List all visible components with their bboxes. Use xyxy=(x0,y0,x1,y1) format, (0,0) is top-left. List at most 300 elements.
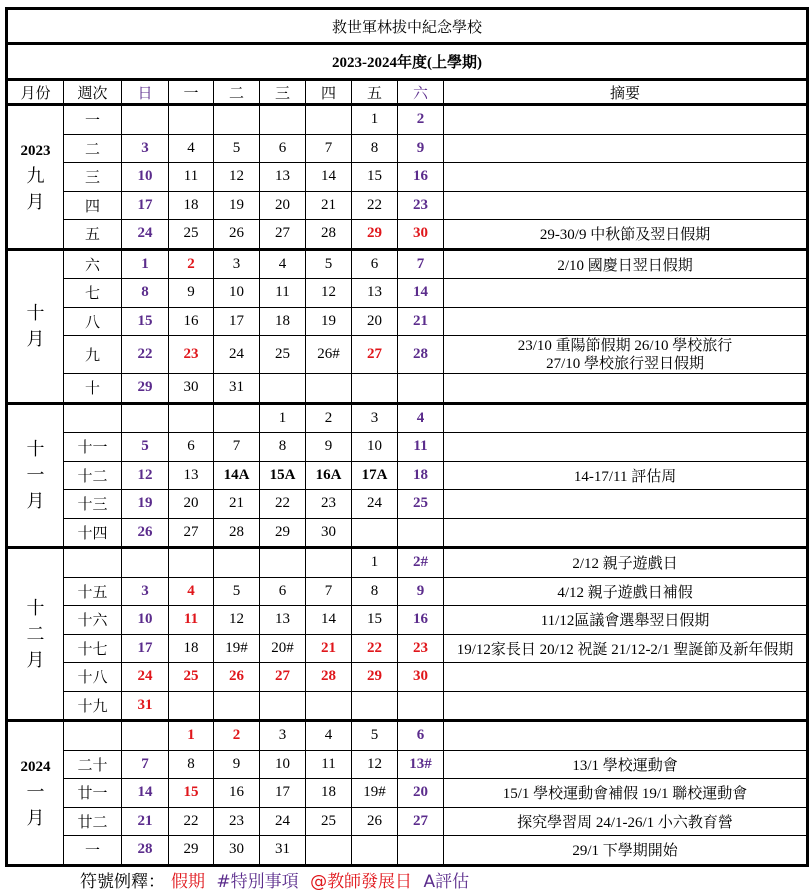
day-cell: 21 xyxy=(306,191,352,220)
day-cell: 27 xyxy=(169,518,214,548)
month-name: 十 xyxy=(26,439,45,460)
day-cell: 6 xyxy=(398,721,444,751)
day-cell: 12 xyxy=(352,750,398,779)
day-cell: 1 xyxy=(352,548,398,578)
header-fri: 五 xyxy=(352,80,398,105)
day-cell: 30 xyxy=(169,374,214,404)
day-cell: 22 xyxy=(352,191,398,220)
day-cell: 27 xyxy=(260,663,306,692)
day-cell xyxy=(352,691,398,721)
day-cell: 3 xyxy=(122,134,169,163)
note-cell: 29-30/9 中秋節及翌日假期 xyxy=(444,220,808,250)
day-cell: 15A xyxy=(260,461,306,490)
day-cell xyxy=(169,105,214,135)
day-cell: 17 xyxy=(260,779,306,808)
day-cell: 25 xyxy=(306,807,352,836)
month-name: 月 xyxy=(26,650,45,670)
day-cell xyxy=(352,836,398,866)
week-number: 五 xyxy=(64,220,122,250)
week-row xyxy=(7,433,808,462)
week-row xyxy=(7,403,808,433)
header-sun: 日 xyxy=(122,80,169,105)
day-cell: 23 xyxy=(169,336,214,374)
header-wed: 三 xyxy=(260,80,306,105)
day-cell: 29 xyxy=(260,518,306,548)
day-cell: 24 xyxy=(122,220,169,250)
day-cell: 11 xyxy=(169,163,214,192)
day-cell: 9 xyxy=(306,433,352,462)
month-year: 2023 xyxy=(20,142,51,159)
note-cell: 29/1 下學期開始 xyxy=(444,836,808,866)
day-cell: 12 xyxy=(214,606,260,635)
day-cell: 8 xyxy=(352,577,398,606)
day-cell: 30 xyxy=(398,663,444,692)
month-cell xyxy=(7,548,64,721)
day-cell xyxy=(398,836,444,866)
school-title: 救世軍林拔中紀念學校 xyxy=(7,9,808,44)
header-mon: 一 xyxy=(169,80,214,105)
day-cell: 29 xyxy=(352,220,398,250)
day-cell: 30 xyxy=(398,220,444,250)
day-cell: 30 xyxy=(214,836,260,866)
header-week: 週次 xyxy=(64,80,122,105)
legend-holiday: 假期 xyxy=(171,872,205,892)
day-cell: 2 xyxy=(398,105,444,135)
week-number: 一 xyxy=(64,836,122,866)
note-cell: 15/1 學校運動會補假 19/1 聯校運動會 xyxy=(444,779,808,808)
week-number: 十六 xyxy=(64,606,122,635)
day-cell xyxy=(169,691,214,721)
note-cell xyxy=(444,490,808,519)
note-line: 23/10 重陽節假期 26/10 學校旅行 xyxy=(517,337,733,354)
week-number: 十二 xyxy=(64,461,122,490)
day-cell: 26# xyxy=(306,336,352,374)
day-cell: 31 xyxy=(214,374,260,404)
month-name: 月 xyxy=(26,329,45,349)
day-cell: 5 xyxy=(352,721,398,751)
note-cell xyxy=(444,336,808,374)
week-row xyxy=(7,279,808,308)
day-cell: 18 xyxy=(169,634,214,663)
day-cell: 17 xyxy=(214,307,260,336)
day-cell xyxy=(122,403,169,433)
note-cell xyxy=(444,307,808,336)
day-cell: 7 xyxy=(122,750,169,779)
day-cell: 11 xyxy=(398,433,444,462)
day-cell: 13 xyxy=(260,163,306,192)
note-cell xyxy=(444,105,808,135)
note-cell: 11/12區議會選舉翌日假期 xyxy=(444,606,808,635)
week-number: 廿一 xyxy=(64,779,122,808)
day-cell: 13 xyxy=(260,606,306,635)
day-cell: 13# xyxy=(398,750,444,779)
day-cell: 14 xyxy=(398,279,444,308)
day-cell xyxy=(169,403,214,433)
day-cell: 10 xyxy=(214,279,260,308)
week-number: 二 xyxy=(64,134,122,163)
note-cell: 探究學習周 24/1-26/1 小六教育營 xyxy=(444,807,808,836)
week-row xyxy=(7,691,808,721)
day-cell: 18 xyxy=(169,191,214,220)
term-title: 2023-2024年度(上學期) xyxy=(7,44,808,80)
day-cell xyxy=(122,548,169,578)
day-cell: 22 xyxy=(260,490,306,519)
day-cell: 5 xyxy=(306,249,352,279)
week-number: 六 xyxy=(64,249,122,279)
day-cell: 4 xyxy=(260,249,306,279)
day-cell xyxy=(352,374,398,404)
header-row xyxy=(7,80,808,105)
week-row xyxy=(7,163,808,192)
week-row xyxy=(7,577,808,606)
month-name: 一 xyxy=(26,465,45,486)
day-cell: 27 xyxy=(398,807,444,836)
day-cell: 11 xyxy=(306,750,352,779)
day-cell: 21 xyxy=(214,490,260,519)
day-cell: 12 xyxy=(122,461,169,490)
day-cell: 21 xyxy=(122,807,169,836)
month-cell xyxy=(7,403,64,548)
week-number: 十四 xyxy=(64,518,122,548)
day-cell xyxy=(352,518,398,548)
day-cell xyxy=(398,374,444,404)
day-cell: 10 xyxy=(122,163,169,192)
day-cell: 8 xyxy=(260,433,306,462)
day-cell: 24 xyxy=(260,807,306,836)
day-cell: 25 xyxy=(260,336,306,374)
day-cell: 22 xyxy=(352,634,398,663)
note-line: 27/10 學校旅行翌日假期 xyxy=(546,355,704,372)
day-cell: 19 xyxy=(214,191,260,220)
week-row xyxy=(7,518,808,548)
week-row xyxy=(7,307,808,336)
day-cell: 7 xyxy=(306,577,352,606)
day-cell: 30 xyxy=(306,518,352,548)
header-sat: 六 xyxy=(398,80,444,105)
week-row xyxy=(7,807,808,836)
month-name: 十 xyxy=(26,303,45,323)
day-cell xyxy=(214,403,260,433)
day-cell: 19# xyxy=(214,634,260,663)
week-row xyxy=(7,336,808,374)
day-cell: 18 xyxy=(398,461,444,490)
day-cell xyxy=(214,105,260,135)
day-cell: 9 xyxy=(398,577,444,606)
day-cell: 20 xyxy=(352,307,398,336)
week-row xyxy=(7,105,808,135)
header-notes: 摘要 xyxy=(444,80,808,105)
day-cell: 24 xyxy=(122,663,169,692)
week-row xyxy=(7,779,808,808)
day-cell xyxy=(260,691,306,721)
day-cell: 10 xyxy=(260,750,306,779)
day-cell: 28 xyxy=(306,663,352,692)
note-cell xyxy=(444,721,808,751)
day-cell: 17 xyxy=(122,191,169,220)
day-cell: 16 xyxy=(398,163,444,192)
day-cell: 22 xyxy=(122,336,169,374)
day-cell: 14 xyxy=(122,779,169,808)
day-cell: 8 xyxy=(122,279,169,308)
week-number: 十三 xyxy=(64,490,122,519)
legend-teacher-day: @教師發展日 xyxy=(310,872,413,892)
day-cell: 17A xyxy=(352,461,398,490)
day-cell: 5 xyxy=(214,577,260,606)
note-cell: 19/12家長日 20/12 祝誕 21/12-2/1 聖誕節及新年假期 xyxy=(444,634,808,663)
week-row xyxy=(7,750,808,779)
note-cell xyxy=(444,374,808,404)
day-cell: 2 xyxy=(169,249,214,279)
day-cell xyxy=(214,548,260,578)
day-cell: 9 xyxy=(169,279,214,308)
day-cell: 16 xyxy=(169,307,214,336)
legend-special: #特別事項 xyxy=(216,872,299,892)
day-cell: 23 xyxy=(398,191,444,220)
week-row xyxy=(7,663,808,692)
day-cell: 26 xyxy=(214,220,260,250)
month-name: 十 xyxy=(26,598,45,618)
day-cell: 8 xyxy=(169,750,214,779)
week-number: 一 xyxy=(64,105,122,135)
week-number: 十九 xyxy=(64,691,122,721)
day-cell: 24 xyxy=(214,336,260,374)
note-cell xyxy=(444,518,808,548)
week-number: 二十 xyxy=(64,750,122,779)
day-cell: 10 xyxy=(352,433,398,462)
note-cell: 2/12 親子遊戲日 xyxy=(444,548,808,578)
day-cell: 23 xyxy=(214,807,260,836)
day-cell xyxy=(306,836,352,866)
day-cell: 4 xyxy=(306,721,352,751)
day-cell: 16 xyxy=(214,779,260,808)
month-name: 九 xyxy=(26,165,45,186)
day-cell: 1 xyxy=(122,249,169,279)
day-cell: 24 xyxy=(352,490,398,519)
day-cell: 2 xyxy=(306,403,352,433)
day-cell: 31 xyxy=(122,691,169,721)
day-cell: 20 xyxy=(398,779,444,808)
month-name: 月 xyxy=(26,191,45,212)
note-cell: 14-17/11 評估周 xyxy=(444,461,808,490)
day-cell: 17 xyxy=(122,634,169,663)
day-cell: 20# xyxy=(260,634,306,663)
note-cell xyxy=(444,134,808,163)
week-number: 十五 xyxy=(64,577,122,606)
day-cell: 29 xyxy=(169,836,214,866)
week-row xyxy=(7,721,808,751)
day-cell: 3 xyxy=(260,721,306,751)
day-cell: 14A xyxy=(214,461,260,490)
day-cell: 21 xyxy=(306,634,352,663)
day-cell: 23 xyxy=(306,490,352,519)
week-number: 三 xyxy=(64,163,122,192)
day-cell xyxy=(122,105,169,135)
day-cell: 4 xyxy=(169,577,214,606)
day-cell: 1 xyxy=(260,403,306,433)
day-cell: 26 xyxy=(214,663,260,692)
day-cell: 27 xyxy=(260,220,306,250)
day-cell: 13 xyxy=(352,279,398,308)
day-cell xyxy=(260,548,306,578)
day-cell: 7 xyxy=(214,433,260,462)
day-cell: 1 xyxy=(169,721,214,751)
day-cell: 23 xyxy=(398,634,444,663)
week-number xyxy=(64,548,122,578)
month-name: 一 xyxy=(26,781,45,802)
day-cell: 8 xyxy=(352,134,398,163)
note-cell xyxy=(444,279,808,308)
day-cell: 9 xyxy=(214,750,260,779)
day-cell: 28 xyxy=(306,220,352,250)
day-cell xyxy=(306,691,352,721)
week-row xyxy=(7,461,808,490)
day-cell: 25 xyxy=(169,663,214,692)
day-cell: 15 xyxy=(352,163,398,192)
week-row xyxy=(7,191,808,220)
day-cell: 26 xyxy=(122,518,169,548)
day-cell: 26 xyxy=(352,807,398,836)
day-cell xyxy=(306,105,352,135)
day-cell: 22 xyxy=(169,807,214,836)
day-cell: 25 xyxy=(398,490,444,519)
day-cell: 11 xyxy=(169,606,214,635)
week-row xyxy=(7,374,808,404)
day-cell: 12 xyxy=(214,163,260,192)
day-cell: 5 xyxy=(214,134,260,163)
day-cell xyxy=(169,548,214,578)
note-cell xyxy=(444,163,808,192)
day-cell: 20 xyxy=(260,191,306,220)
day-cell: 6 xyxy=(352,249,398,279)
week-row xyxy=(7,249,808,279)
day-cell: 16A xyxy=(306,461,352,490)
legend-assessment: A評估 xyxy=(423,872,470,892)
legend xyxy=(80,867,475,892)
day-cell: 3 xyxy=(122,577,169,606)
day-cell: 3 xyxy=(352,403,398,433)
note-cell: 4/12 親子遊戲日補假 xyxy=(444,577,808,606)
header-month: 月份 xyxy=(7,80,64,105)
day-cell: 28 xyxy=(214,518,260,548)
day-cell: 18 xyxy=(260,307,306,336)
day-cell: 29 xyxy=(352,663,398,692)
note-cell xyxy=(444,691,808,721)
day-cell: 7 xyxy=(398,249,444,279)
week-number: 廿二 xyxy=(64,807,122,836)
day-cell: 27 xyxy=(352,336,398,374)
day-cell: 14 xyxy=(306,606,352,635)
day-cell: 28 xyxy=(398,336,444,374)
header-thu: 四 xyxy=(306,80,352,105)
month-cell xyxy=(7,249,64,403)
day-cell: 19 xyxy=(122,490,169,519)
day-cell: 13 xyxy=(169,461,214,490)
day-cell: 28 xyxy=(122,836,169,866)
week-number: 八 xyxy=(64,307,122,336)
day-cell: 15 xyxy=(122,307,169,336)
day-cell xyxy=(306,548,352,578)
day-cell: 4 xyxy=(398,403,444,433)
day-cell: 15 xyxy=(169,779,214,808)
day-cell: 6 xyxy=(169,433,214,462)
day-cell: 20 xyxy=(169,490,214,519)
week-row xyxy=(7,606,808,635)
day-cell xyxy=(260,374,306,404)
day-cell: 10 xyxy=(122,606,169,635)
day-cell: 14 xyxy=(306,163,352,192)
note-cell xyxy=(444,403,808,433)
week-number: 七 xyxy=(64,279,122,308)
day-cell: 6 xyxy=(260,134,306,163)
week-number: 十八 xyxy=(64,663,122,692)
day-cell: 7 xyxy=(306,134,352,163)
day-cell: 11 xyxy=(260,279,306,308)
day-cell: 19 xyxy=(306,307,352,336)
day-cell: 15 xyxy=(352,606,398,635)
day-cell: 1 xyxy=(352,105,398,135)
month-year: 2024 xyxy=(20,758,51,775)
week-row xyxy=(7,836,808,866)
note-cell xyxy=(444,663,808,692)
note-cell: 2/10 國慶日翌日假期 xyxy=(444,249,808,279)
week-number: 十一 xyxy=(64,433,122,462)
week-number: 十七 xyxy=(64,634,122,663)
header-tue: 二 xyxy=(214,80,260,105)
day-cell: 6 xyxy=(260,577,306,606)
day-cell xyxy=(306,374,352,404)
day-cell: 21 xyxy=(398,307,444,336)
day-cell: 29 xyxy=(122,374,169,404)
day-cell: 25 xyxy=(169,220,214,250)
week-row xyxy=(7,134,808,163)
note-cell xyxy=(444,433,808,462)
day-cell xyxy=(398,691,444,721)
week-number: 四 xyxy=(64,191,122,220)
week-row xyxy=(7,634,808,663)
week-number xyxy=(64,721,122,751)
month-cell xyxy=(7,105,64,250)
day-cell: 19# xyxy=(352,779,398,808)
week-number: 九 xyxy=(64,336,122,374)
day-cell: 5 xyxy=(122,433,169,462)
day-cell: 16 xyxy=(398,606,444,635)
day-cell: 3 xyxy=(214,249,260,279)
day-cell: 2 xyxy=(214,721,260,751)
calendar-table xyxy=(5,7,809,867)
day-cell xyxy=(398,518,444,548)
day-cell: 31 xyxy=(260,836,306,866)
day-cell: 9 xyxy=(398,134,444,163)
week-row xyxy=(7,490,808,519)
legend-label: 符號例釋： xyxy=(80,872,165,892)
month-name: 二 xyxy=(26,624,45,644)
note-cell xyxy=(444,191,808,220)
day-cell: 18 xyxy=(306,779,352,808)
month-cell xyxy=(7,721,64,866)
day-cell xyxy=(214,691,260,721)
week-row xyxy=(7,548,808,578)
day-cell: 2# xyxy=(398,548,444,578)
month-name: 月 xyxy=(26,491,45,512)
day-cell xyxy=(122,721,169,751)
day-cell: 4 xyxy=(169,134,214,163)
day-cell xyxy=(260,105,306,135)
note-cell: 13/1 學校運動會 xyxy=(444,750,808,779)
day-cell: 12 xyxy=(306,279,352,308)
week-number xyxy=(64,403,122,433)
month-name: 月 xyxy=(26,807,45,828)
week-row xyxy=(7,220,808,250)
